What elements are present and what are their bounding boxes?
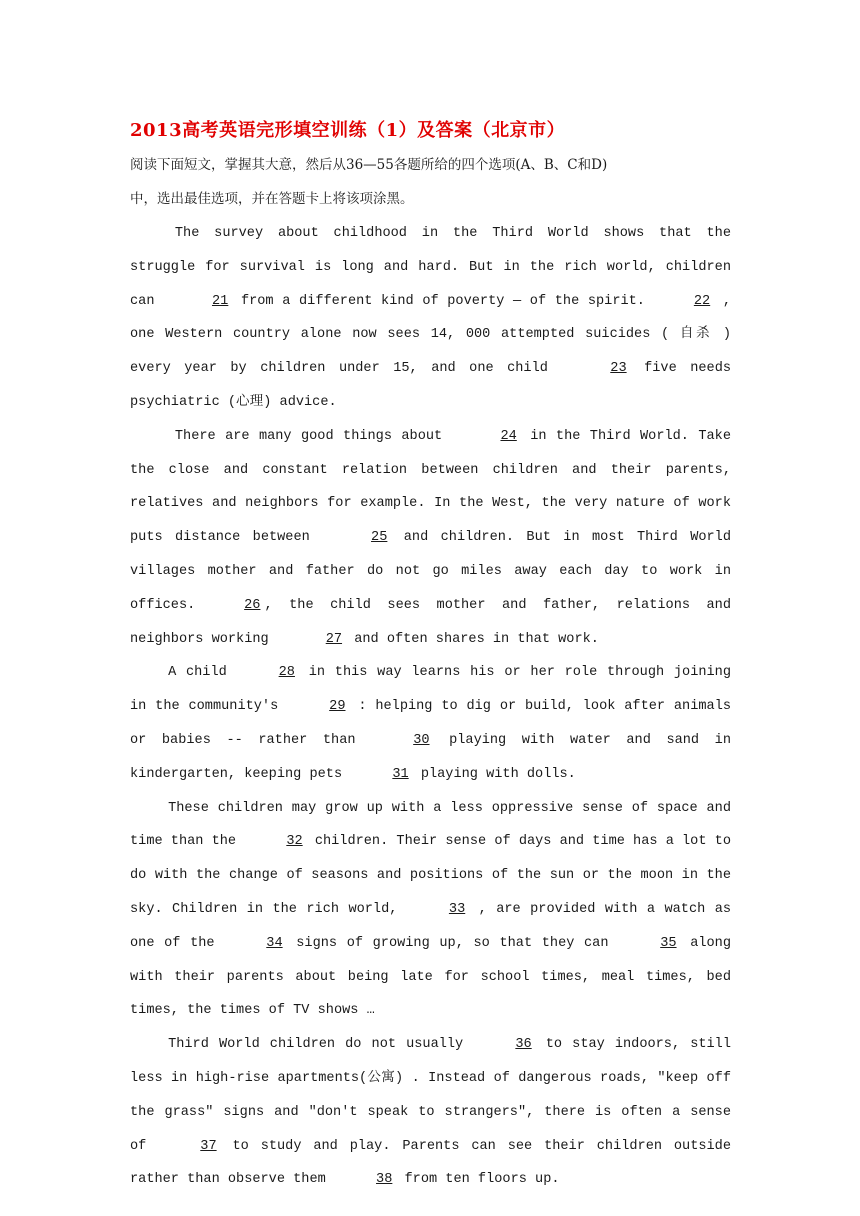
answer-blank: 29	[329, 699, 346, 715]
answer-blank: 22	[693, 293, 711, 309]
passage-text: playing with dolls.	[412, 766, 576, 782]
passage-text: along with their parents about being late for school times, meal times, bed times, the times of TV shows …	[130, 935, 731, 1019]
answer-blank: 24	[500, 428, 517, 444]
passage-text: Third World children do not usually	[168, 1037, 474, 1053]
answer-blank: 30	[413, 732, 430, 748]
answer-blank: 37	[200, 1138, 217, 1154]
passage-paragraph	[130, 656, 731, 791]
passage-text: children. Their sense of days and time has a lot to do with the change of seasons and positions of the sun or the moon in the sky. Children in the rich world,	[130, 834, 731, 917]
passage-text: , are provided with a watch as one of the	[130, 901, 732, 951]
answer-blank: 23	[610, 361, 627, 377]
passage-text: , the child sees mother and father, relations and neighbors working	[130, 597, 731, 647]
cloze-passage	[130, 217, 731, 1197]
passage-text: There are many good things about	[174, 428, 452, 444]
answer-blank: 31	[392, 766, 409, 782]
passage-text: The survey about childhood in the Third World shows that the struggle for survival is long and hard. But in the rich world, children can	[130, 226, 731, 309]
passage-text: : helping to dig or build, look after animals or babies -- rather than	[130, 699, 732, 748]
passage-text: five needs psychiatric (心理) advice.	[130, 361, 732, 410]
passage-text: A child	[168, 665, 237, 681]
passage-text: playing with water and sand in kindergarten, keeping pets	[130, 732, 731, 782]
passage-text: from ten floors up.	[396, 1172, 560, 1188]
passage-paragraph	[130, 1028, 731, 1197]
passage-paragraph	[130, 217, 731, 420]
answer-blank: 36	[515, 1037, 532, 1053]
answer-blank: 38	[376, 1172, 393, 1188]
passage-paragraph	[130, 792, 731, 1029]
answer-blank: 32	[286, 834, 303, 850]
instructions-line-1: 阅读下面短文，掌握其大意，然后从36—55各题所给的四个选项(A、B、C和D)	[130, 157, 608, 173]
passage-text: to stay indoors, still less in high-rise apartments(公寓) . Instead of dangerous roads, "keep off the grass" signs and "don't speak to strangers", there is often a sense of	[130, 1037, 731, 1154]
answer-blank: 21	[211, 293, 229, 309]
passage-text: signs of growing up, so that they can	[286, 935, 619, 951]
passage-text: These children may grow up with a less oppressive sense of space and time than the	[130, 800, 731, 850]
passage-text: in this way learns his or her role through joining in the community's	[130, 665, 731, 715]
passage-text: to study and play. Parents can see their children outside rather than observe them	[130, 1138, 731, 1188]
answer-blank: 33	[448, 901, 466, 917]
passage-paragraph	[130, 420, 731, 657]
passage-text: from a different kind of poverty — of the spirit.	[232, 293, 645, 309]
answer-blank: 34	[266, 935, 283, 951]
answer-blank: 28	[278, 665, 295, 681]
answer-blank: 35	[660, 935, 677, 951]
passage-text: and often shares in that work.	[346, 631, 599, 647]
instructions-line-2: 中，选出最佳选项，并在答题卡上将该项涂黑。	[130, 191, 414, 207]
passage-text: in the Third World. Take the close and constant relation between children and their parents, relatives and neighbors for example. In the West, the very nature of work puts distance between	[130, 428, 731, 546]
page-title: 2013高考英语完形填空训练（1）及答案（北京市）	[130, 120, 566, 141]
passage-text: , one Western country alone now sees 14, 000 attempted suicides ( 自杀 ) every year by children under 15, and one child	[130, 293, 731, 377]
passage-text: and children. But in most Third World villages mother and father do not go miles away each day to work in offices.	[130, 530, 731, 613]
answer-blank: 25	[371, 530, 388, 546]
answer-blank: 26	[244, 597, 261, 613]
answer-blank: 27	[325, 631, 343, 647]
